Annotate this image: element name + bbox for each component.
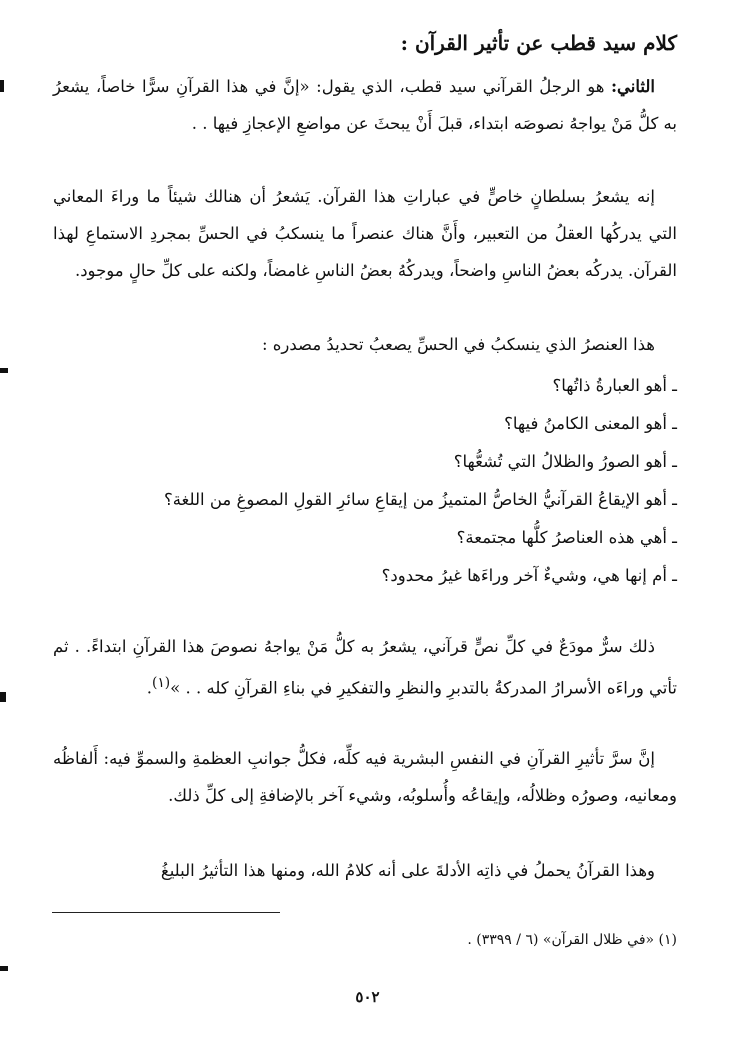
list-item: ـ أهو الصورُ والظلالُ التي تُشعُّها؟ xyxy=(453,452,677,471)
scan-edge-mark xyxy=(0,368,8,373)
question-list xyxy=(53,367,677,595)
list-item: ـ أهو الإيقاعُ القرآنيُّ الخاصُّ المتميزُ من إيقاعِ سائرِ القولِ المصوغِ من اللغة؟ xyxy=(163,490,677,509)
list-item: ـ أهو العبارةُ ذاتُها؟ xyxy=(552,376,677,395)
footnote-marker: (١) xyxy=(152,675,171,691)
page-number: ٥٠٢ xyxy=(355,988,380,1006)
paragraph-6: وهذا القرآنُ يحملُ في ذاتِه الأدلةَ على أنه كلامُ الله، ومنها هذا التأثيرُ البليغُ xyxy=(160,861,655,880)
paragraph-5: إنَّ سرَّ تأثيرِ القرآنِ في النفسِ البشرية فيه كلِّه، فكلُّ جوانبِ العظمةِ والسموِّ فيه: أَلفاظُه ومعانيه، وصورُه وظلالُه، وإيقاعُه وأُسلوبُه، وشيء آخر بالإضافةِ إلى كلِّ ذلك. xyxy=(53,749,677,805)
paragraph-4-text: ذلك سرٌّ مودَعٌ في كلِّ نصٍّ قرآني، يشعرُ به كلُّ مَنْ يواجهُ نصوصَ هذا القرآنِ ابتداءً. . ثم تأتي وراءَه الأسرارُ المدركةُ بالتدبرِ والنظرِ والتفكيرِ في بناءِ القرآنِ كله . . » xyxy=(53,637,677,698)
paragraph-4-end: . xyxy=(146,678,153,698)
list-item: ـ أهو المعنى الكامنُ فيها؟ xyxy=(504,414,677,433)
paragraph-3: هذا العنصرُ الذي ينسكبُ في الحسِّ يصعبُ تحديدُ مصدره : xyxy=(261,335,655,354)
scan-edge-mark xyxy=(0,692,6,702)
paragraph-lead: الثاني: xyxy=(610,77,655,96)
list-item: ـ أهي هذه العناصرُ كلُّها مجتمعة؟ xyxy=(456,528,677,547)
section-heading: كلام سيد قطب عن تأثير القرآن : xyxy=(400,31,677,55)
scan-edge-mark xyxy=(0,80,4,92)
scan-edge-mark xyxy=(0,966,8,971)
paragraph-1-text: هو الرجلُ القرآني سيد قطب، الذي يقول: «إنَّ في هذا القرآنِ سرًّا خاصاً، يشعرُ به كلُّ مَنْ يواجهُ نصوصَه ابتداء، قبلَ أَنْ يبحثَ عن مواضعِ الإعجازِ فيها . . xyxy=(53,77,677,133)
footnote: (١) «في ظلال القرآن» (٦ / ٣٣٩٩) . xyxy=(467,932,677,948)
footnote-divider xyxy=(52,912,280,913)
paragraph-4 xyxy=(53,628,677,707)
paragraph-1 xyxy=(53,68,677,142)
list-item: ـ أم إنها هي، وشيءٌ آخر وراءَها غيرُ محدود؟ xyxy=(381,566,677,585)
paragraph-2: إنه يشعرُ بسلطانٍ خاصٍّ في عباراتِ هذا القرآن. يَشعرُ أن هنالك شيئاً ما وراءَ المعاني التي يدركُها العقلُ من التعبير، وأَنَّ هناك عنصراً ما ينسكبُ في الحسِّ بمجردِ الاستماعِ لهذا القرآن. يدركُه بعضُ الناسِ واضحاً، ويدركُهُ بعضُ الناسِ غامضاً، ولكنه على كلِّ حالٍ موجود. xyxy=(53,187,677,280)
